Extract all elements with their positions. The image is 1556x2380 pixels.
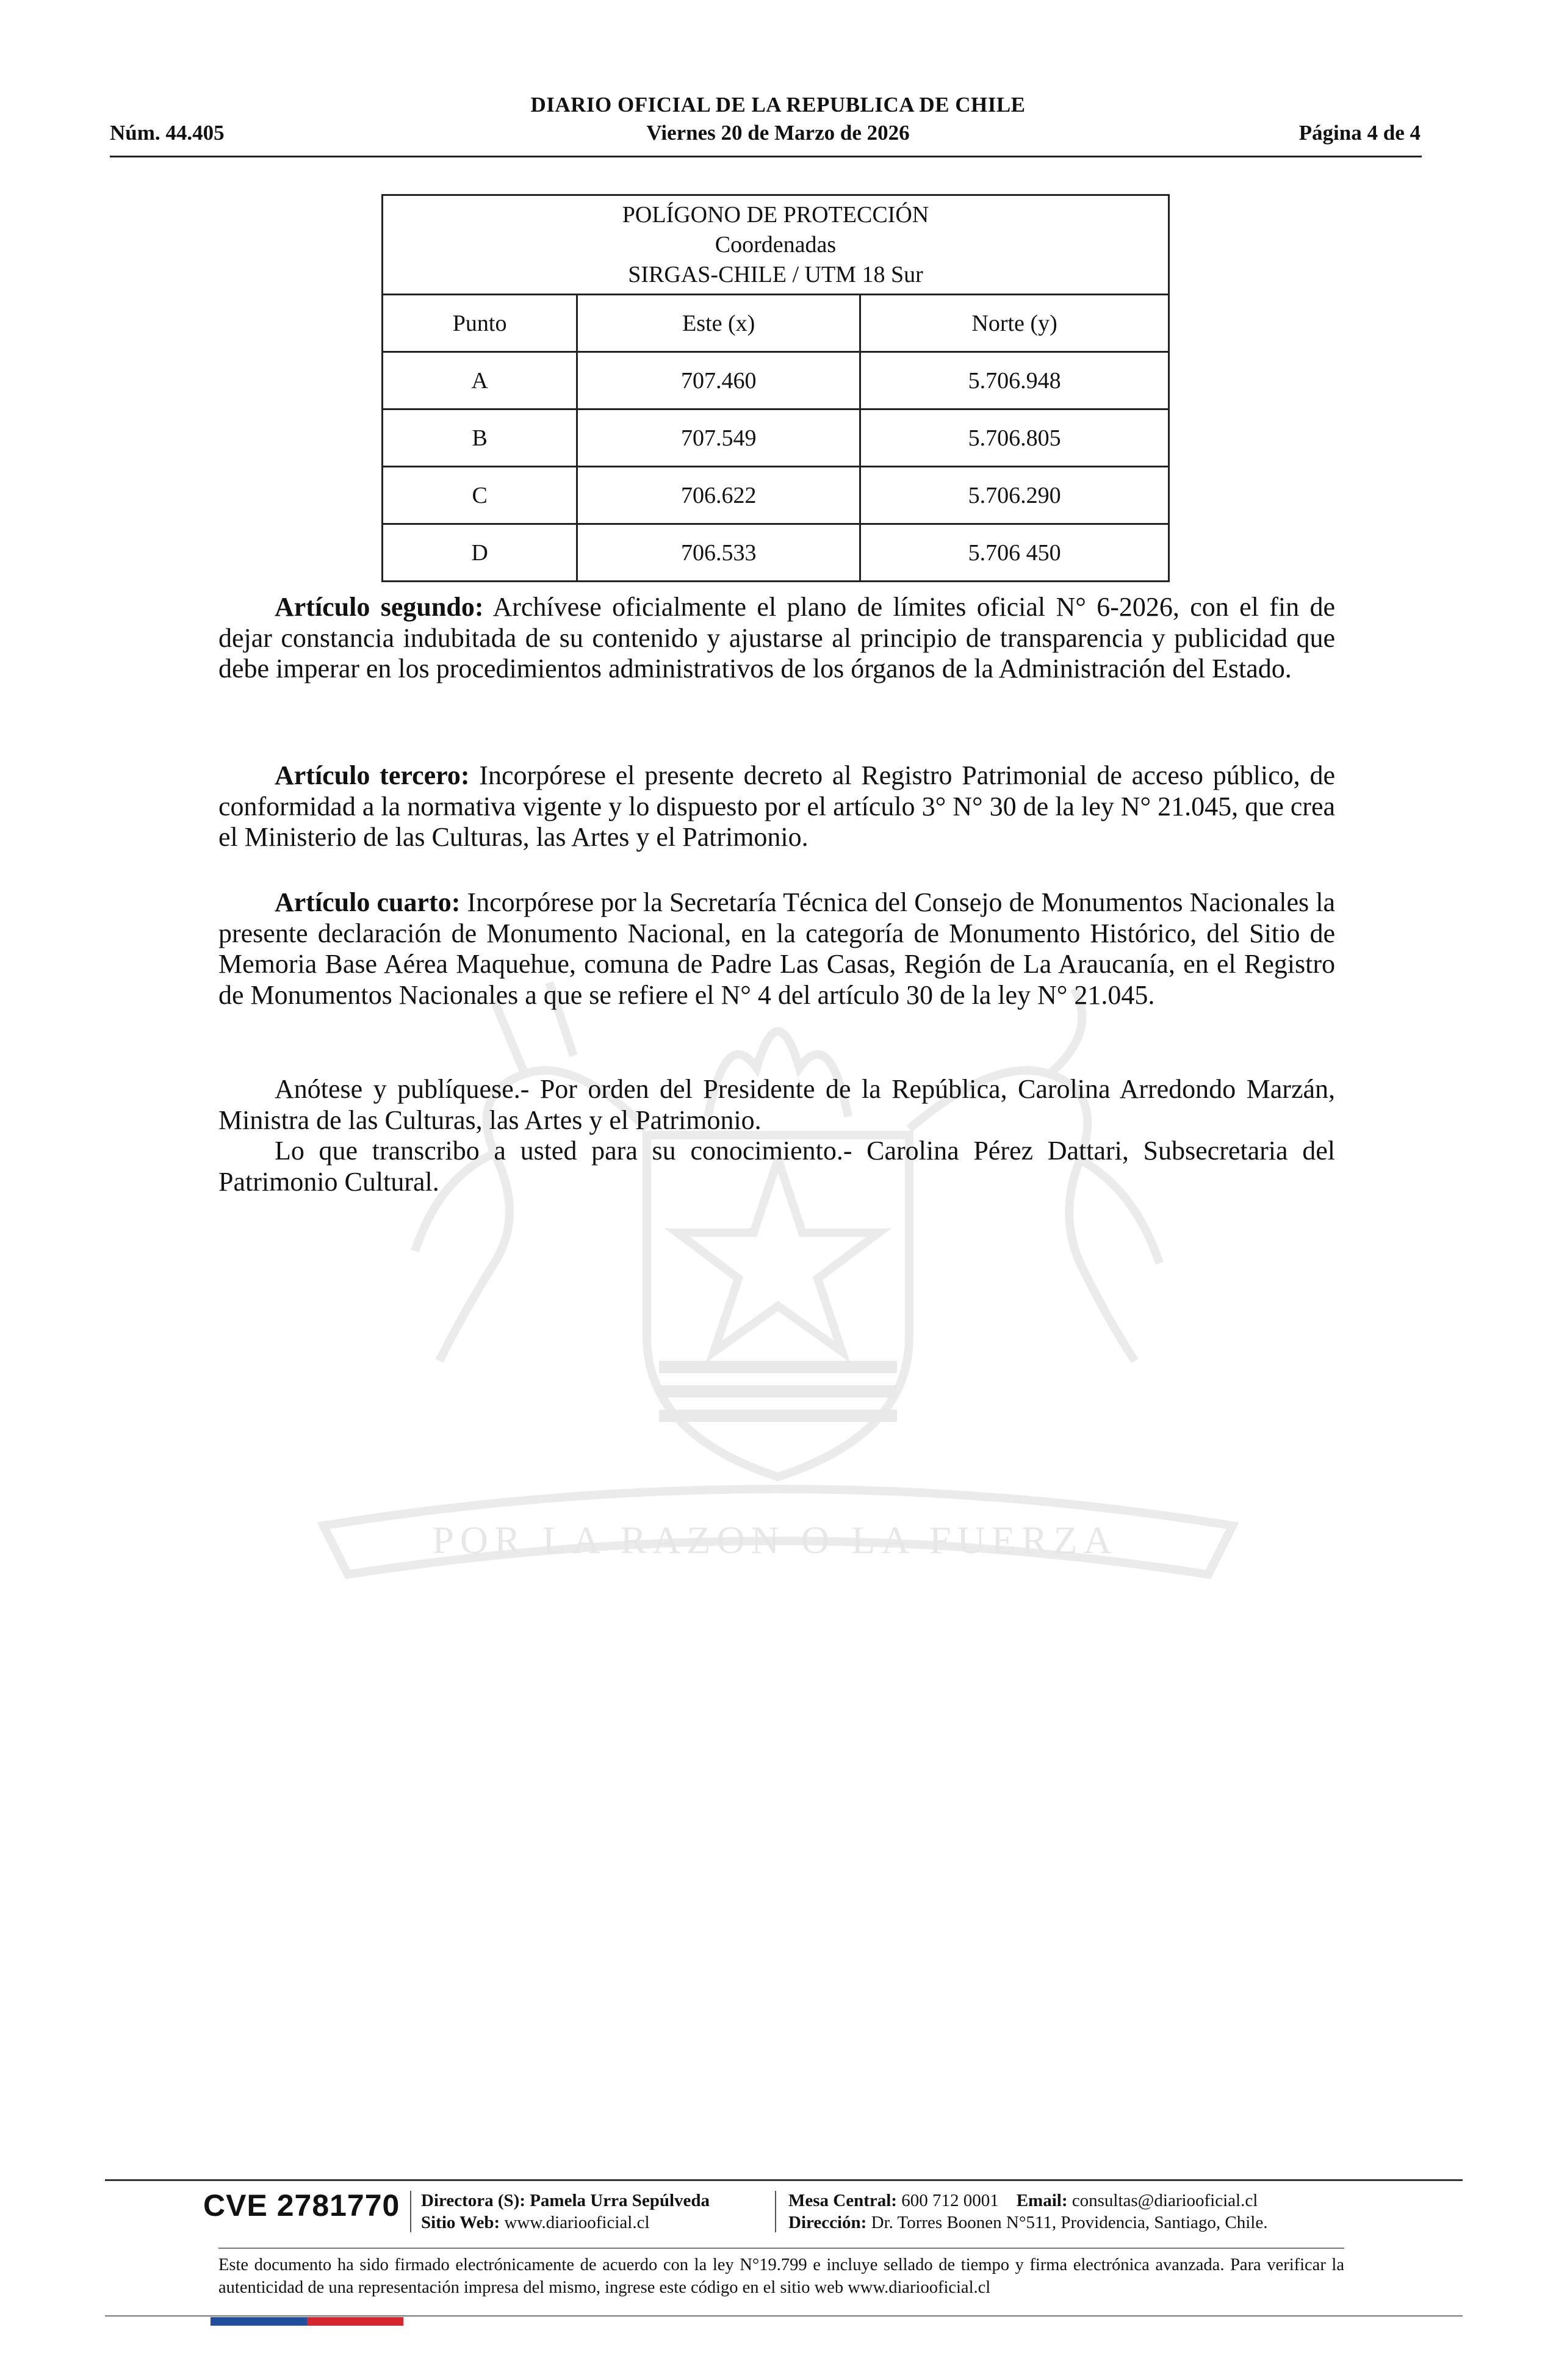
north-cell: 5.706.805 — [860, 409, 1169, 467]
table-row — [383, 352, 1169, 409]
article-fourth-label: Artículo cuarto: — [275, 887, 461, 917]
article-third-label: Artículo tercero: — [275, 760, 470, 790]
address-value: Dr. Torres Boonen N°511, Providencia, Santiago, Chile. — [871, 2213, 1268, 2232]
table-row — [383, 524, 1169, 582]
header-divider — [110, 156, 1422, 157]
east-cell: 706.622 — [577, 467, 860, 524]
east-cell: 707.460 — [577, 352, 860, 409]
flag-bar-blue — [211, 2317, 307, 2326]
newspaper-title: DIARIO OFICIAL DE LA REPUBLICA DE CHILE — [530, 93, 1026, 117]
issue-number: Núm. 44.405 — [110, 121, 225, 145]
article-third-text: Incorpórese el presente decreto al Registro Patrimonial de acceso público, de conformidad a la normativa vigente y lo dispuesto por el artículo 3° N° 30 de la ley N° 21.045, que crea el Ministerio de las Culturas, las Artes y el Patrimonio. — [218, 760, 1335, 852]
coat-of-arms-motto: POR LA RAZON O LA FUERZA — [432, 1518, 1118, 1562]
article-fourth — [218, 887, 1335, 1011]
phone-value: 600 712 0001 — [901, 2191, 999, 2210]
article-second — [218, 592, 1335, 685]
article-fourth-text: Incorpórese por la Secretaría Técnica del Consejo de Monumentos Nacionales la presente declaración de Monumento Nacional, en la categoría de Monumento Histórico, del Sitio de Memoria Base Aérea Maquehue, comuna de Padre Las Casas, Región de La Araucanía, en el Registro de Monumentos Nacionales a que se refiere el N° 4 del artículo 30 de la ley N° 21.045. — [218, 887, 1335, 1010]
column-header-point: Punto — [383, 295, 577, 352]
transcription-paragraph: Lo que transcribo a usted para su conocimiento.- Carolina Pérez Dattari, Subsecretaria del Patrimonio Cultural. — [218, 1136, 1335, 1197]
director-name: Directora (S): Pamela Urra Sepúlveda — [421, 2191, 710, 2210]
east-cell: 707.549 — [577, 409, 860, 467]
article-second-label: Artículo segundo: — [275, 592, 484, 622]
email-label: Email: — [1016, 2191, 1068, 2210]
table-title — [383, 195, 1169, 295]
footer-bottom-divider — [105, 2315, 1463, 2317]
web-link[interactable]: www.diariooficial.cl — [504, 2213, 650, 2232]
closing-paragraph: Anótese y publíquese.- Por orden del Presidente de la República, Carolina Arredondo Marzán, Ministra de las Culturas, las Artes y el Patrimonio. — [218, 1074, 1335, 1135]
flag-bar-red — [307, 2317, 403, 2326]
point-cell: A — [383, 352, 577, 409]
contact-info — [788, 2190, 1267, 2234]
table-row — [383, 467, 1169, 524]
phone-label: Mesa Central: — [788, 2191, 897, 2210]
director-info — [421, 2190, 710, 2234]
table-title-line3: SIRGAS-CHILE / UTM 18 Sur — [628, 261, 923, 287]
footer-inner-divider — [218, 2248, 1344, 2249]
legal-notice: Este documento ha sido firmado electrónicamente de acuerdo con la ley N°19.799 e incluye sellado de tiempo y firma electrónica avanzada. Para verificar la autenticidad de una representación impresa del mismo, ingrese este código en el sitio web www.diariooficial.cl — [218, 2256, 1344, 2297]
email-link[interactable]: consultas@diariooficial.cl — [1072, 2191, 1258, 2210]
footer-separator — [775, 2191, 776, 2232]
issue-date: Viernes 20 de Marzo de 2026 — [646, 121, 910, 145]
column-header-north: Norte (y) — [860, 295, 1169, 352]
column-header-east: Este (x) — [577, 295, 860, 352]
point-cell: B — [383, 409, 577, 467]
north-cell: 5.706.948 — [860, 352, 1169, 409]
article-third — [218, 760, 1335, 853]
protection-polygon-table — [381, 194, 1170, 582]
table-title-line1: POLÍGONO DE PROTECCIÓN — [622, 201, 929, 228]
web-label: Sitio Web: — [421, 2213, 500, 2232]
cve-code: CVE 2781770 — [203, 2188, 400, 2223]
article-second-text: Archívese oficialmente el plano de límites oficial N° 6-2026, con el fin de dejar constancia indubitada de su contenido y ajustarse al principio de transparencia y publicidad que debe imperar en los procedimientos administrativos de los órganos de la Administración del Estado. — [218, 592, 1335, 683]
north-cell: 5.706.290 — [860, 467, 1169, 524]
east-cell: 706.533 — [577, 524, 860, 582]
page-indicator: Página 4 de 4 — [1298, 121, 1421, 145]
address-label: Dirección: — [788, 2213, 867, 2232]
table-title-row — [383, 195, 1169, 295]
point-cell: C — [383, 467, 577, 524]
footer-divider — [105, 2179, 1463, 2181]
table-row — [383, 409, 1169, 467]
north-cell: 5.706 450 — [860, 524, 1169, 582]
table-title-line2: Coordenadas — [715, 231, 837, 258]
point-cell: D — [383, 524, 577, 582]
footer-separator — [410, 2191, 411, 2232]
table-header-row — [383, 295, 1169, 352]
